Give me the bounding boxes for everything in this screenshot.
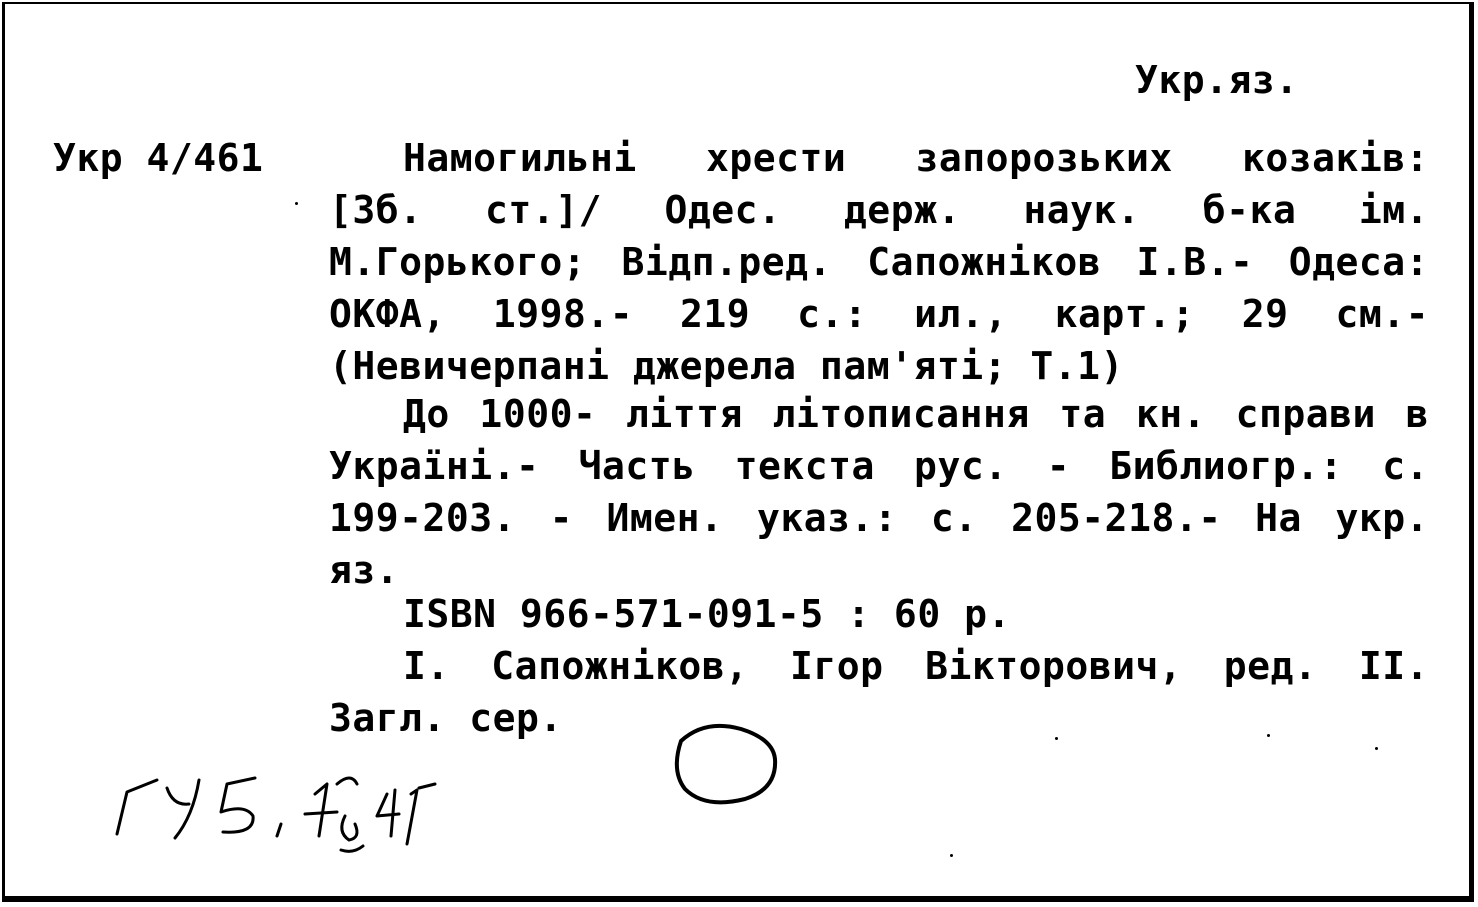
title-line-2: [Зб. ст.]/ Одес. держ. наук. б-ка ім. (329, 188, 1429, 232)
tracing-line-2: Загл. сер. (329, 696, 563, 740)
imprint-line: ОКФА, 1998.- 219 с.: ил., карт.; 29 см.- (329, 292, 1429, 336)
note-line-1: До 1000- ліття літописання та кн. справи в (403, 392, 1429, 436)
speck-mark (950, 854, 953, 857)
speck-mark (1375, 747, 1378, 750)
catalog-card (2, 2, 1474, 902)
handwritten-note (105, 754, 525, 864)
shelf-mark: Укр 4/461 (53, 136, 264, 180)
note-line-2: Україні.- Часть текста рус. - Библиогр.: с. (329, 444, 1429, 488)
series-line: (Невичерпані джерела пам'яті; Т.1) (329, 344, 1124, 388)
title-line-3: М.Горького; Відп.ред. Сапожніков І.В.- Одеса: (329, 240, 1429, 284)
note-line-4: яз. (329, 548, 400, 592)
language-note: Укр.яз. (1135, 58, 1299, 102)
isbn-line: ISBN 966-571-091-5 : 60 р. (403, 592, 1011, 636)
speck-mark (295, 202, 298, 205)
tracing-line-1: І. Сапожніков, Ігор Вікторович, ред. II. (403, 644, 1429, 688)
stamp-outline (665, 709, 785, 819)
note-line-3: 199-203. - Имен. указ.: с. 205-218.- На укр. (329, 496, 1429, 540)
speck-mark (1055, 737, 1058, 740)
title-line-1: Намогильні хрести запорозьких козаків: (403, 136, 1429, 180)
speck-mark (1267, 734, 1270, 737)
